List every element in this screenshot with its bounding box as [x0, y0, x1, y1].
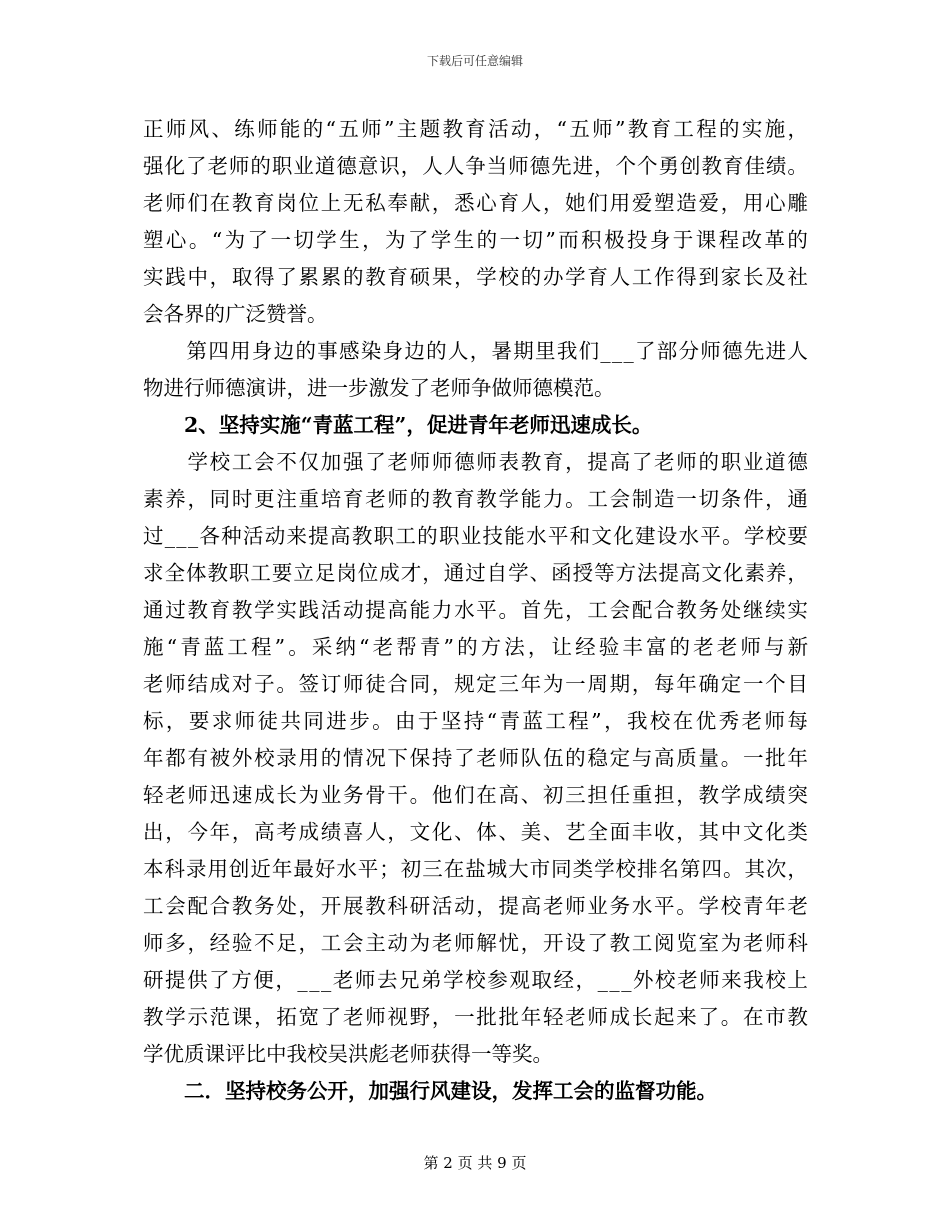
text-line: 工会配合教务处，开展教科研活动，提高老师业务水平。学校青年老 [143, 894, 810, 918]
text-line: 2、坚持实施“青蓝工程”，促进青年老师迅速成长。 [143, 413, 653, 437]
paragraph [143, 444, 812, 1073]
text-line: 过___各种活动来提高教职工的职业技能水平和文化建设水平。学校要 [143, 524, 810, 548]
text-line: 学优质课评比中我校吴洪彪老师获得一等奖。 [143, 1042, 553, 1066]
text-line: 施“青蓝工程”。采纳“老帮青”的方法，让经验丰富的老老师与新 [143, 635, 812, 659]
text-line: 通过教育教学实践活动提高能力水平。首先，工会配合教务处继续实 [143, 598, 810, 622]
text-line: 年都有被外校录用的情况下保持了老师队伍的稳定与高质量。一批年 [143, 746, 810, 770]
text-line: 求全体教职工要立足岗位成才，通过自学、函授等方法提高文化素养， [143, 561, 809, 585]
text-line: 老师结成对子。签订师徒合同，规定三年为一周期，每年确定一个目 [143, 672, 810, 696]
text-line: 强化了老师的职业道德意识，人人争当师德先进，个个勇创教育佳绩。 [143, 154, 809, 178]
page-header: 下载后可任意编辑 [426, 54, 523, 68]
text-line: 第四用身边的事感染身边的人，暑期里我们___了部分师德先进人 [143, 339, 810, 363]
text-line: 师多，经验不足，工会主动为老师解忧，开设了教工阅览室为老师科 [143, 931, 810, 955]
page-number: 第 2 页 共 9 页 [423, 1154, 527, 1172]
text-line: 会各界的广泛赞誉。 [143, 302, 328, 326]
text-line: 老师们在教育岗位上无私奉献，悉心育人，她们用爱塑造爱，用心雕 [143, 191, 810, 215]
text-line: 物进行师德演讲，进一步激发了老师争做师德模范。 [143, 376, 615, 400]
section-heading [143, 1073, 808, 1110]
text-line: 研提供了方便，___老师去兄弟学校参观取经，___外校老师来我校上 [143, 968, 810, 992]
text-line: 轻老师迅速成长为业务骨干。他们在高、初三担任重担，教学成绩突 [143, 783, 810, 807]
text-line: 学校工会不仅加强了老师师德师表教育，提高了老师的职业道德 [143, 450, 810, 474]
section-heading [143, 407, 808, 444]
text-line: 实践中，取得了累累的教育硕果，学校的办学育人工作得到家长及社 [143, 265, 810, 289]
text-line: 本科录用创近年最好水平；初三在盐城大市同类学校排名第四。其次， [143, 857, 809, 881]
text-line: 素养，同时更注重培育老师的教育教学能力。工会制造一切条件，通 [143, 487, 810, 511]
text-line: 标，要求师徒共同进步。由于坚持“青蓝工程”，我校在优秀老师每 [143, 709, 811, 733]
text-line: 正师风、练师能的“五师”主题教育活动，“五师”教育工程的实施， [143, 117, 811, 141]
document-body [143, 111, 812, 1110]
text-line: 塑心。“为了一切学生，为了学生的一切”而积极投身于课程改革的 [143, 228, 811, 252]
text-line: 二．坚持校务公开，加强行风建设，发挥工会的监督功能。 [143, 1079, 717, 1103]
paragraph [143, 333, 808, 407]
text-line: 出，今年，高考成绩喜人，文化、体、美、艺全面丰收，其中文化类 [143, 820, 810, 844]
paragraph [143, 111, 811, 333]
text-line: 教学示范课，拓宽了老师视野，一批批年轻老师成长起来了。在市教 [143, 1005, 810, 1029]
